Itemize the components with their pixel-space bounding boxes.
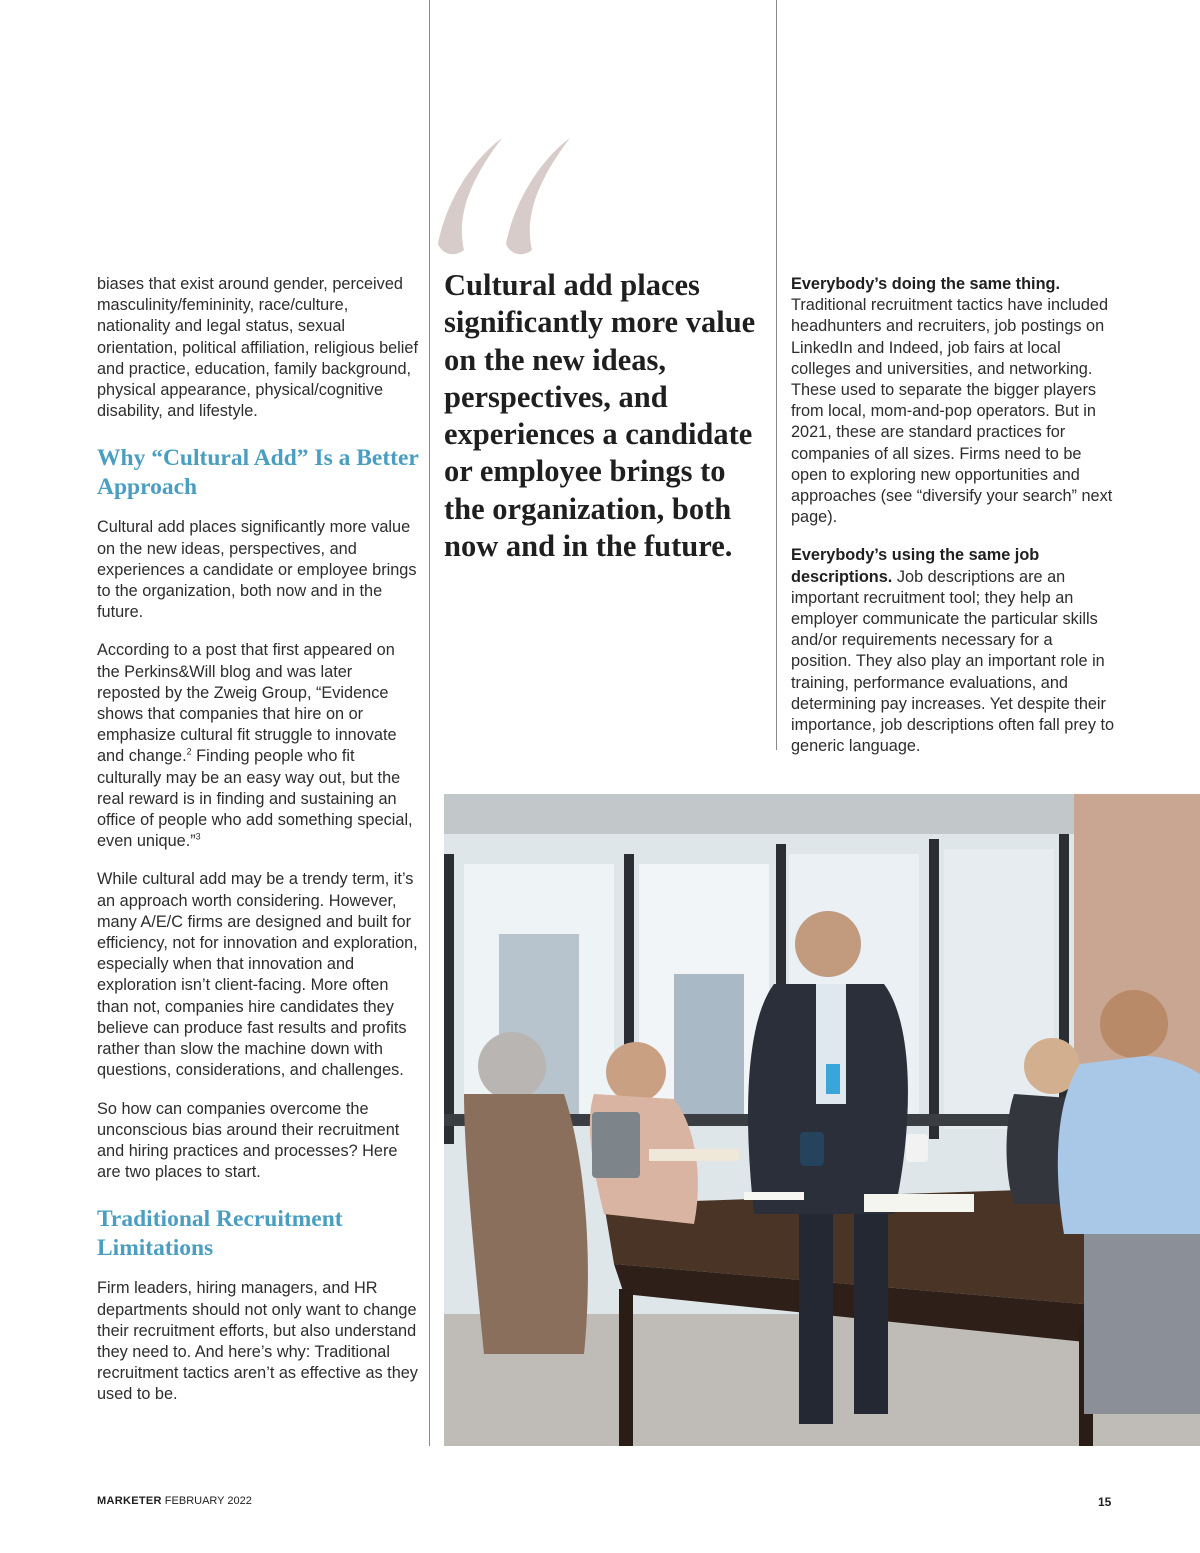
body-paragraph: biases that exist around gender, perceived masculinity/femininity, race/culture, nationality and legal status, sexual orientation, political affiliation, religious belief and practice, education, family background, physical appearance, physical/cognitive disability, and lifestyle. (97, 275, 418, 421)
pull-quote: Cultural add places significantly more value on the new ideas, perspectives, and experiences a candidate or employee brings to the organization, both now and in the future. (444, 268, 756, 564)
body-paragraph (791, 274, 1116, 528)
right-column (791, 274, 1116, 774)
lead-in: Everybody’s using the same job descriptions. (791, 546, 1040, 586)
footnote-ref: 2 (186, 747, 192, 758)
paragraph-text: Finding people who fit culturally may be an easy way out, but the real reward is in finding and sustaining an office of people who add something special, even unique.” (97, 747, 413, 851)
publication-name: MARKETER (97, 1495, 162, 1507)
column-divider-right (776, 0, 777, 750)
paragraph-text: According to a post that first appeared on the Perkins&Will blog and was later reposted by the Zweig Group, “Evidence shows that companies that hire on or emphasize cultural fit struggle to innovate and change. (97, 641, 397, 766)
paragraph-text: Traditional recruitment tactics have included headhunters and recruiters, job postings on LinkedIn and Indeed, job fairs at local colleges and universities, and networking. These used to separate the bigger players from local, mom-and-pop operators. But in 2021, these are standard practices for companies of all sizes. Firms need to be open to exploring new opportunities and approaches (see “diversify your search” next page). (791, 296, 1113, 527)
quotation-mark-icon (432, 132, 582, 264)
left-column (97, 274, 419, 1423)
body-paragraph: Firm leaders, hiring managers, and HR departments should not only want to change their recruitment efforts, but also understand they need to. And here’s why: Traditional recruitment tactics aren’t as effective as they used to be. (97, 1279, 418, 1404)
paragraph-text: Job descriptions are an important recruitment tool; they help an employer communicate the particular skills and/or requirements necessary for a position. They also play an important role in training, performance evaluations, and determining pay increases. Yet despite their importance, job descriptions often fall prey to generic language. (791, 567, 1115, 756)
page-footer (97, 1495, 252, 1507)
body-paragraph: While cultural add may be a trendy term, it’s an approach worth considering. However, many A/E/C firms are designed and built for efficiency, not for innovation and exploration, especially when that innovation and exploration isn’t client-facing. More often than not, companies hire candidates they believe can produce fast results and profits rather than slow the machine down with questions, considerations, and challenges. (97, 870, 418, 1080)
column-divider-left (429, 0, 430, 1446)
lead-in: Everybody’s doing the same thing. (791, 275, 1060, 293)
section-heading-cultural-add: Why “Cultural Add” Is a Better Approach (97, 445, 419, 501)
team-meeting-photo (444, 794, 1200, 1446)
page-number: 15 (1098, 1495, 1112, 1509)
issue-date: FEBRUARY 2022 (164, 1495, 252, 1507)
section-heading-recruitment-limitations: Traditional Recruitment Limitations (97, 1206, 343, 1262)
body-paragraph-citation (97, 640, 419, 852)
body-paragraph: Cultural add places significantly more value on the new ideas, perspectives, and experiences a candidate or employee brings to the organization, both now and in the future. (97, 518, 417, 622)
body-paragraph (791, 545, 1116, 757)
footnote-ref: 3 (195, 831, 201, 842)
body-paragraph: So how can companies overcome the unconscious bias around their recruitment and hiring practices and processes? Here are two places to start. (97, 1099, 400, 1182)
